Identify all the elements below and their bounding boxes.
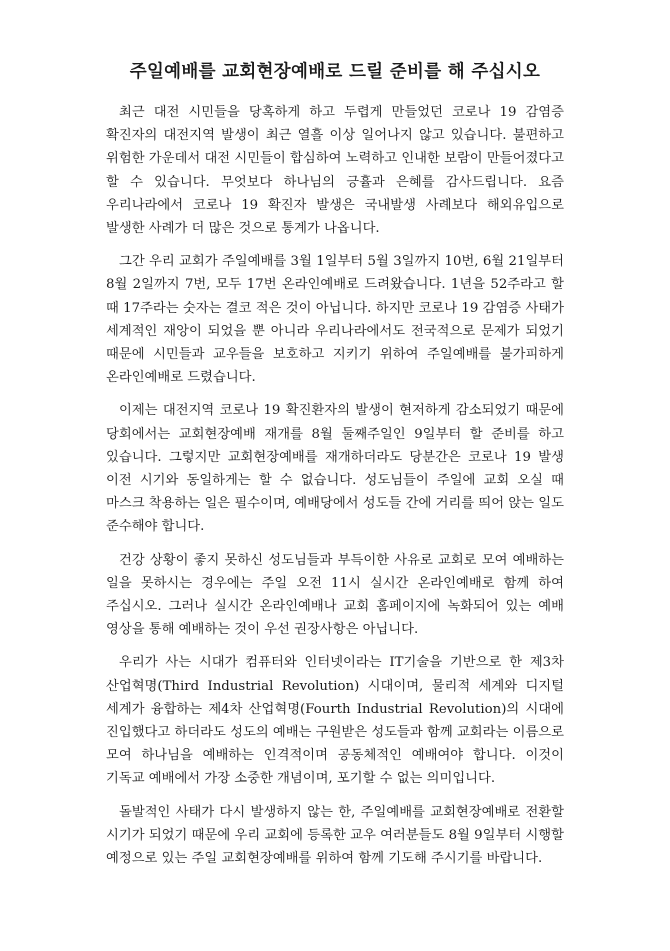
paragraph-3: 이제는 대전지역 코로나 19 확진환자의 발생이 현저하게 감소되었기 때문에 당회에서는 교회현장예배 재개를 8월 둘째주일인 9일부터 할 준비를 하고 있습니다. 그렇지만 교회현장예배를 재개하더라도 당분간은 코로나 19 발생 이전 시기와 동일하게는 할 수 없습니다. 성도님들이 주일에 교회 오실 때 마스크 착용하는 일은 필수이며, 예배당에서 성도들 간에 거리를 띄어 앉는 일도 준수해야 합니다.: [106, 403, 564, 535]
paragraph-5: 우리가 사는 시대가 컴퓨터와 인터넷이라는 IT기술을 기반으로 한 제3차 산업혁명(Third Industrial Revolution) 시대이며, 물리적 세계와 디지털 세계가 융합하는 제4차 산업혁명(Fourth Industrial Revolution)의 시대에 진입했다고 하더라도 성도의 예배는 구원받은 성도들과 함께 교회라는 이름으로 모여 하나님을 예배하는 인격적이며 공동체적인 예배여야 합니다. 이것이 기독교 예배에서 가장 소중한 개념이며, 포기할 수 없는 의미입니다.: [106, 655, 564, 787]
paragraph-1: 최근 대전 시민들을 당혹하게 하고 두렵게 만들었던 코로나 19 감염증 확진자의 대전지역 발생이 최근 열흘 이상 일어나지 않고 있습니다. 불편하고 위험한 가운데서 대전 시민들이 합심하여 노력하고 인내한 보람이 만들어졌다고 할 수 있습니다. 무엇보다 하나님의 긍휼과 은혜를 감사드립니다. 요즘 우리나라에서 코로나 19 확진자 발생은 국내발생 사례보다 해외유입으로 발생한 사례가 더 많은 것으로 통계가 나옵니다.: [106, 105, 564, 237]
paragraph-4: 건강 상황이 좋지 못하신 성도님들과 부득이한 사유로 교회로 모여 예배하는 일을 못하시는 경우에는 주일 오전 11시 실시간 온라인예배로 함께 하여 주십시오. 그러나 실시간 온라인예배나 교회 홈페이지에 녹화되어 있는 예배 영상을 통해 예배하는 것이 우선 권장사항은 아닙니다.: [106, 552, 564, 638]
document-title: 주일예배를 교회현장예배로 드릴 준비를 해 주십시오: [129, 62, 541, 82]
paragraph-6: 돌발적인 사태가 다시 발생하지 않는 한, 주일예배를 교회현장예배로 전환할 시기가 되었기 때문에 우리 교회에 등록한 교우 여러분들도 8월 9일부터 시행할 예정으로 있는 주일 교회현장예배를 위하여 함께 기도해 주시기를 바랍니다.: [106, 804, 564, 867]
paragraph-2: 그간 우리 교회가 주일예배를 3월 1일부터 5월 3일까지 10번, 6월 21일부터 8월 2일까지 7번, 모두 17번 온라인예배로 드려왔습니다. 1년을 52주라고 할 때 17주라는 숫자는 결코 적은 것이 아닙니다. 하지만 코로나 19 감염증 사태가 세계적인 재앙이 되었을 뿐 아니라 우리나라에서도 전국적으로 문제가 되었기 때문에 시민들과 교우들을 보호하고 지키기 위하여 주일예배를 불가피하게 온라인예배로 드렸습니다.: [106, 254, 564, 386]
